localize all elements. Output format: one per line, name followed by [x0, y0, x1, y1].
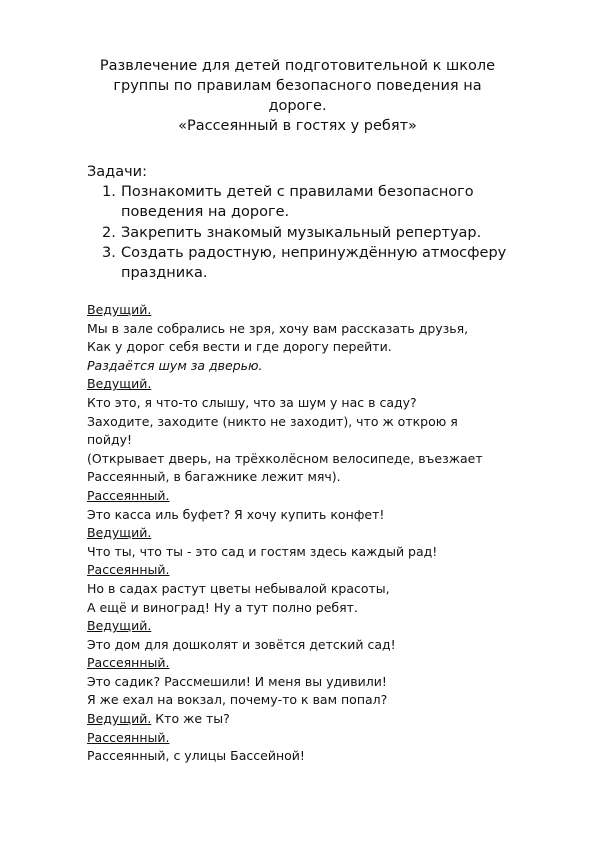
tasks-list	[102, 182, 542, 283]
speaker-name: Рассеянный.	[87, 487, 170, 503]
tasks-heading: Задачи:	[87, 164, 147, 180]
script-line: Я же ехал на вокзал, почему-то к вам попал?	[87, 692, 388, 708]
task-text-line: поведения на дороге.	[121, 204, 290, 221]
script-line: А ещё и виноград! Ну а тут полно ребят.	[87, 599, 358, 615]
task-item	[102, 223, 542, 243]
script-line: Заходите, заходите (никто не заходит), что ж открою я	[87, 413, 458, 429]
script-line: Что ты, что ты - это сад и гостям здесь каждый рад!	[87, 543, 438, 559]
speaker-name: Ведущий.	[87, 711, 152, 727]
script-body	[87, 301, 527, 766]
script-line: Рассеянный, в багажнике лежит мяч).	[87, 469, 341, 485]
script-line: Кто же ты?	[151, 711, 230, 727]
task-item	[102, 182, 542, 223]
script-line: пойду!	[87, 432, 132, 448]
script-line: Рассеянный, с улицы Бассейной!	[87, 748, 305, 764]
task-text-line: Создать радостную, непринуждённую атмосферу	[121, 244, 507, 261]
task-text-line: праздника.	[121, 265, 208, 282]
script-line: Мы в зале собрались не зря, хочу вам рассказать друзья,	[87, 320, 469, 336]
task-number: 1.	[102, 184, 116, 200]
speaker-name: Рассеянный.	[87, 729, 170, 745]
script-line: (Открывает дверь, на трёхколёсном велосипеде, въезжает	[87, 450, 483, 466]
task-number: 2.	[102, 224, 116, 241]
script-line: Но в садах растут цветы небывалой красоты,	[87, 580, 390, 596]
task-text-line: Закрепить знакомый музыкальный репертуар.	[121, 224, 482, 241]
script-line: Это касса иль буфет? Я хочу купить конфет!	[87, 506, 385, 522]
title-line: «Рассеянный в гостях у ребят»	[178, 118, 417, 134]
script-line: Кто это, я что-то слышу, что за шум у нас в саду?	[87, 394, 417, 410]
script-line: Это садик? Рассмешили! И меня вы удивили!	[87, 673, 387, 689]
speaker-name: Ведущий.	[87, 618, 152, 634]
script-line: Это дом для дошколят и зовётся детский сад!	[87, 636, 396, 652]
task-number: 3.	[102, 244, 116, 261]
stage-direction: Раздаётся шум за дверью.	[87, 357, 263, 373]
speaker-name: Ведущий.	[87, 376, 152, 392]
title-line: Развлечение для детей подготовительной к школе	[99, 58, 496, 74]
title-line: группы по правилам безопасного поведения на	[113, 78, 482, 94]
document-title	[70, 56, 525, 136]
speaker-name: Рассеянный.	[87, 655, 170, 671]
speaker-name: Ведущий.	[87, 525, 152, 541]
speaker-name: Ведущий.	[87, 302, 152, 317]
task-item	[102, 243, 542, 284]
title-line: дороге.	[268, 98, 327, 114]
script-line: Как у дорог себя вести и где дорогу перейти.	[87, 339, 392, 355]
speaker-name: Рассеянный.	[87, 562, 170, 578]
script-line-with-speaker	[87, 710, 527, 729]
task-text-line: Познакомить детей с правилами безопасного	[121, 184, 474, 200]
